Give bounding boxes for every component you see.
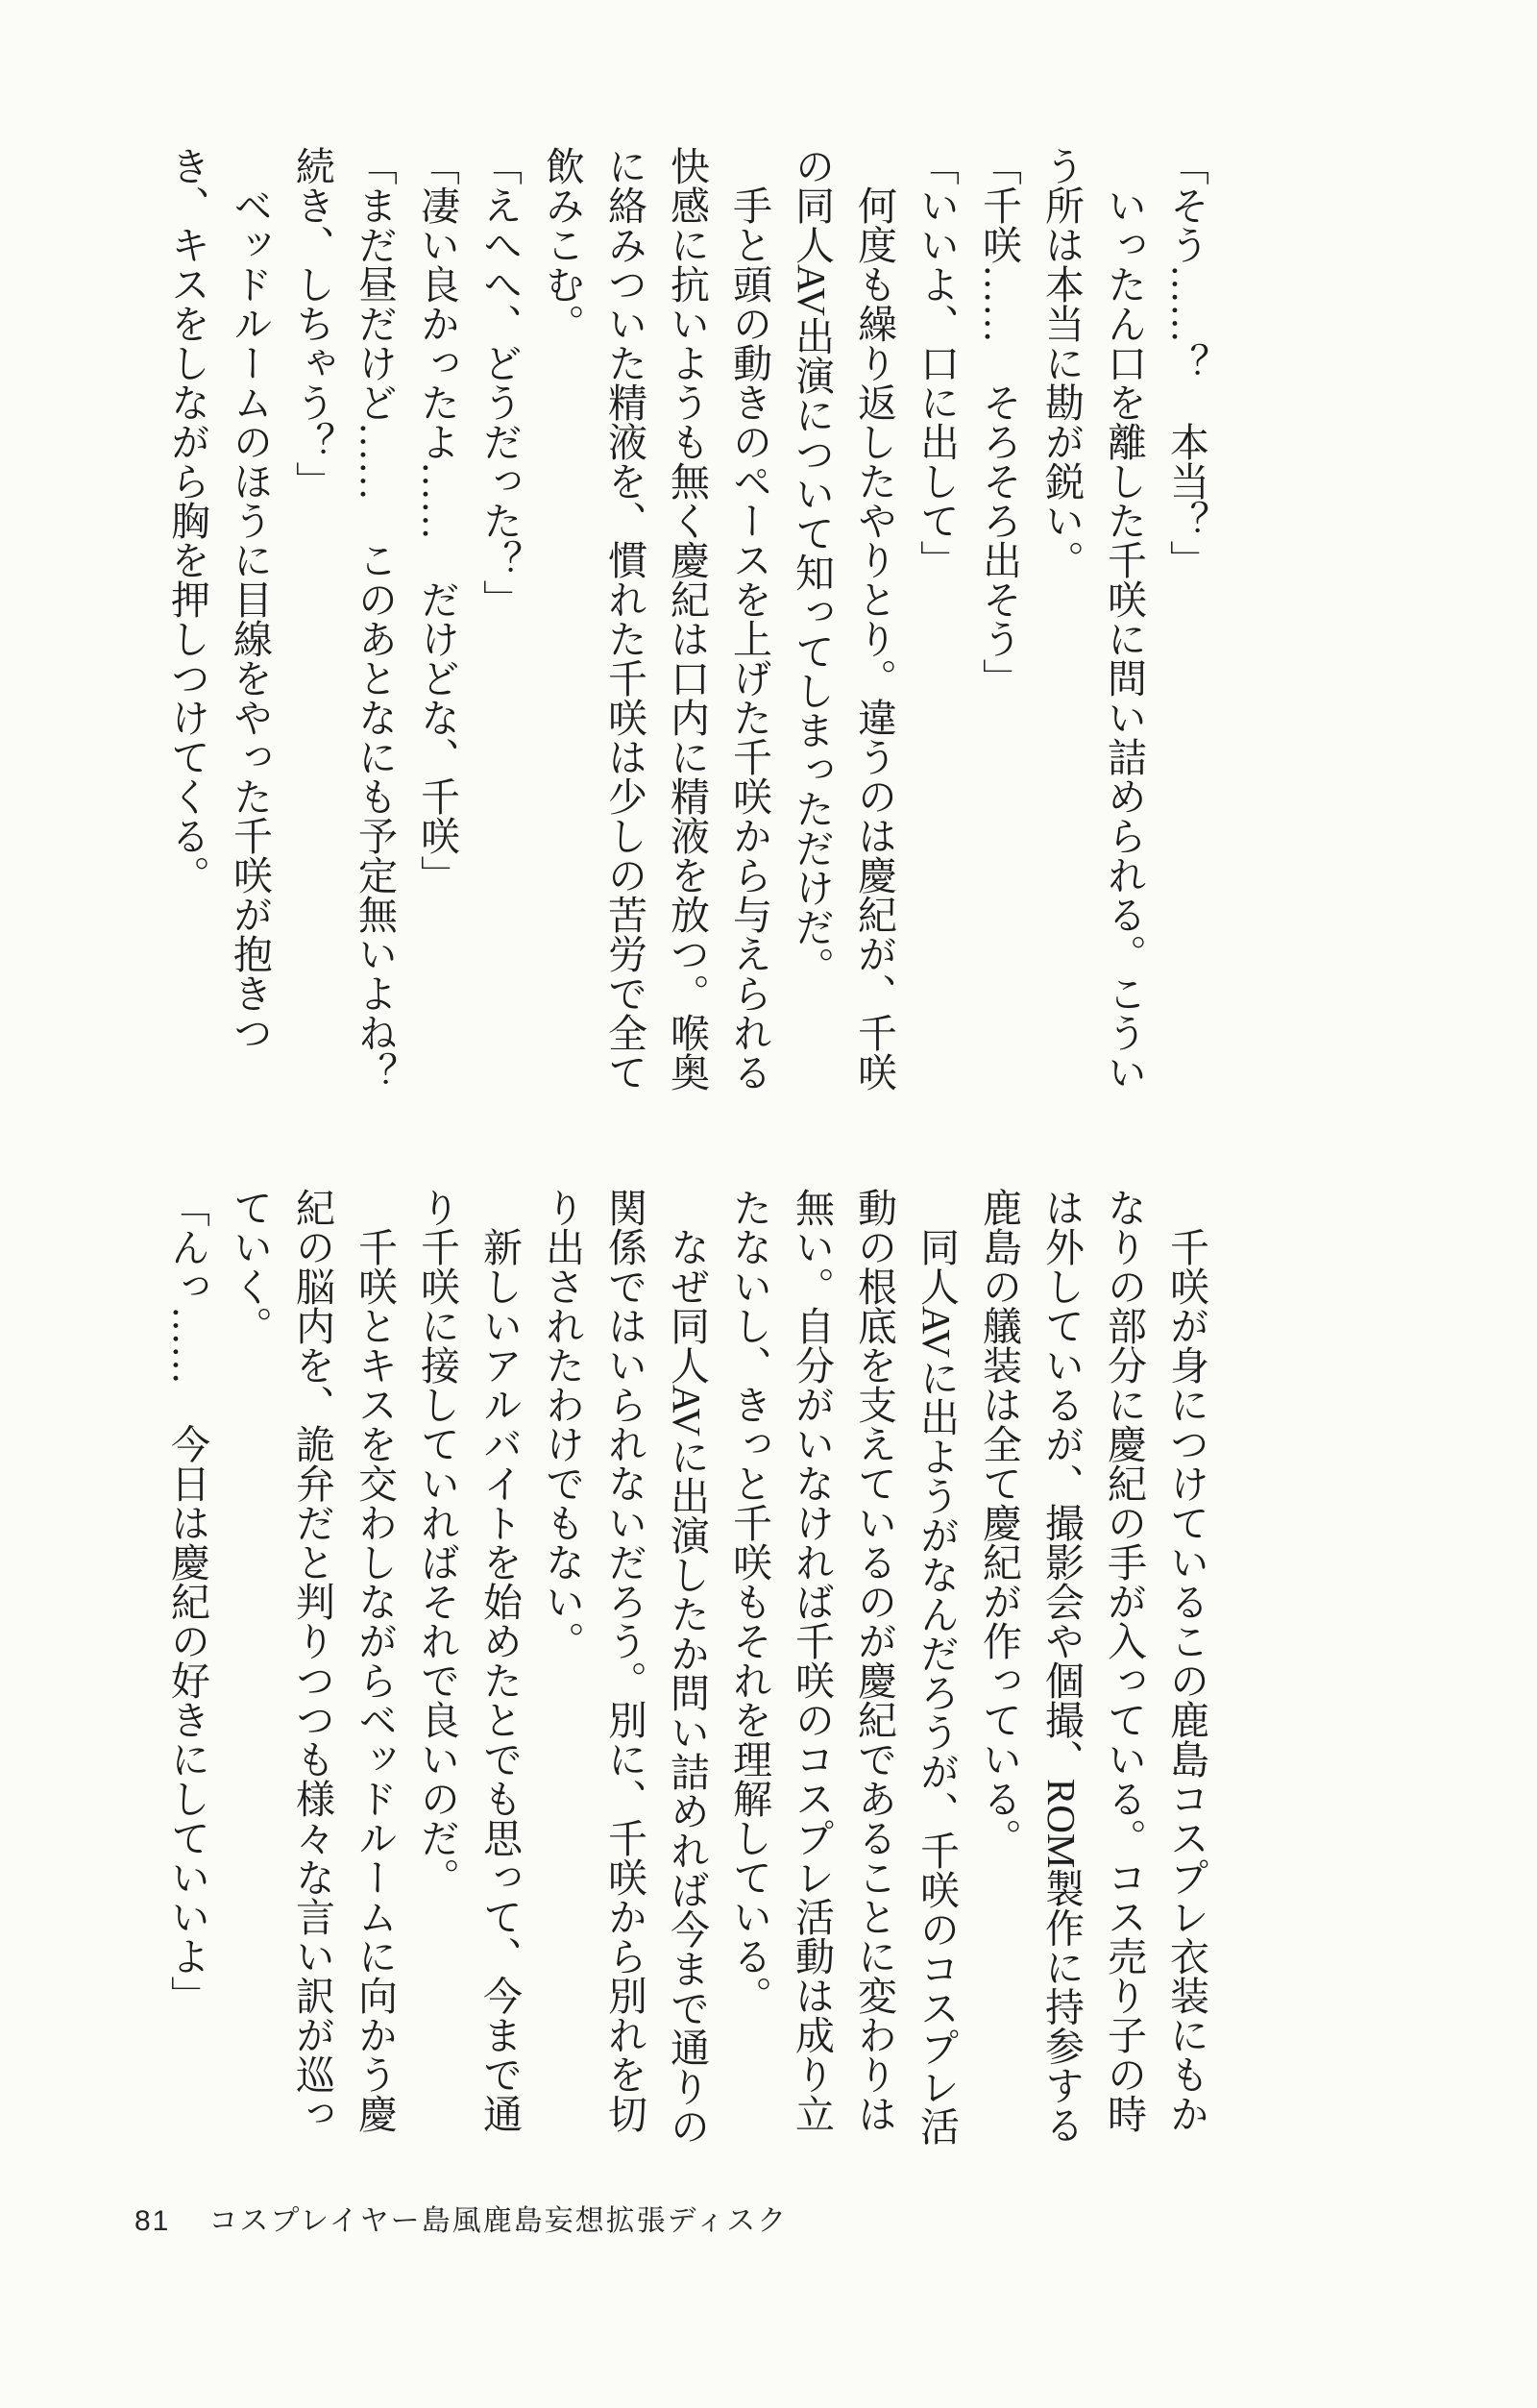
- page-number: 81: [134, 2205, 171, 2237]
- text-column: ベッドルームのほうに目線をやった千咲が抱きつ: [228, 185, 272, 1052]
- text-column: は外しているが、撮影会や個撮、ROM製作に持参する: [1039, 1188, 1084, 2145]
- text-column: 千咲とキスを交わしながらベッドルームに向かう慶: [353, 1227, 397, 2133]
- book-title: コスプレイヤー島風鹿島妄想拡張ディスク: [208, 2205, 789, 2237]
- text-column: 鹿島の艤装は全て慶紀が作っている。: [977, 1188, 1021, 1857]
- text-column: 何度も繰り返したやりとり。違うのは慶紀が、千咲: [852, 185, 896, 1092]
- text-column: ていく。: [228, 1188, 272, 1345]
- text-column: 「凄い良かったよ…… だけどな、千咲」: [415, 146, 459, 895]
- text-column: 続き、しちゃう？」: [290, 146, 334, 501]
- text-column: り千咲に接していればそれで良いのだ。: [415, 1188, 459, 1897]
- text-column: 動の根底を支えているのが慶紀であることに変わりは: [852, 1188, 896, 2133]
- bottom-text-block: [156, 1188, 1217, 2225]
- text-column: 快感に抗いようも無く慶紀は口内に精液を放つ。喉奥: [665, 146, 709, 1092]
- text-column: 同人AVに出ようがなんだろうが、千咲のコスプレ活: [915, 1227, 959, 2146]
- text-column: いったん口を離した千咲に問い詰められる。こうい: [1102, 185, 1146, 1092]
- text-column: 「まだ昼だけど…… このあとなにも予定無いよね？: [353, 146, 397, 1092]
- text-column: たないし、きっと千咲もそれを理解している。: [727, 1188, 771, 2015]
- text-column: 「千咲…… そろそろ出そう」: [977, 146, 1021, 698]
- text-column: 「そう……？ 本当？」: [1164, 146, 1208, 579]
- text-column: 「えへへ、どうだった？」: [477, 146, 522, 619]
- text-column: 「んっ…… 今日は慶紀の好きにしていいよ」: [165, 1188, 209, 2015]
- text-column: 千咲が身につけているこの鹿島コスプレ衣装にもか: [1164, 1227, 1208, 2133]
- text-column: なりの部分に慶紀の手が入っている。コス売り子の時: [1102, 1188, 1146, 2133]
- text-column: 新しいアルバイトを始めたとでも思って、今まで通: [477, 1227, 522, 2133]
- text-column: り出されたわけでもない。: [540, 1188, 584, 1660]
- text-column: 無い。自分がいなければ千咲のコスプレ活動は成り立: [790, 1188, 834, 2133]
- text-column: 手と頭の動きのペースを上げた千咲から与えられる: [727, 185, 771, 1092]
- text-column: 紀の脳内を、詭弁だと判りつつも様々な言い訳が巡っ: [290, 1188, 334, 2133]
- text-column: 関係ではいられないだろう。別に、千咲から別れを切: [602, 1188, 647, 2133]
- top-text-block: [156, 146, 1217, 1174]
- text-column: 飲みこむ。: [540, 146, 584, 343]
- page-footer: [134, 2197, 788, 2239]
- text-column: に絡みついた精液を、慣れた千咲は少しの苦労で全て: [602, 146, 647, 1092]
- text-column: 「いいよ、口に出して」: [915, 146, 959, 579]
- text-column: なぜ同人AVに出演したか問い詰めれば今まで通りの: [665, 1227, 709, 2146]
- text-column: う所は本当に勘が鋭い。: [1039, 146, 1084, 579]
- text-column: き、キスをしながら胸を押しつけてくる。: [165, 146, 209, 895]
- text-column: の同人AV出演について知ってしまっただけだ。: [790, 146, 834, 986]
